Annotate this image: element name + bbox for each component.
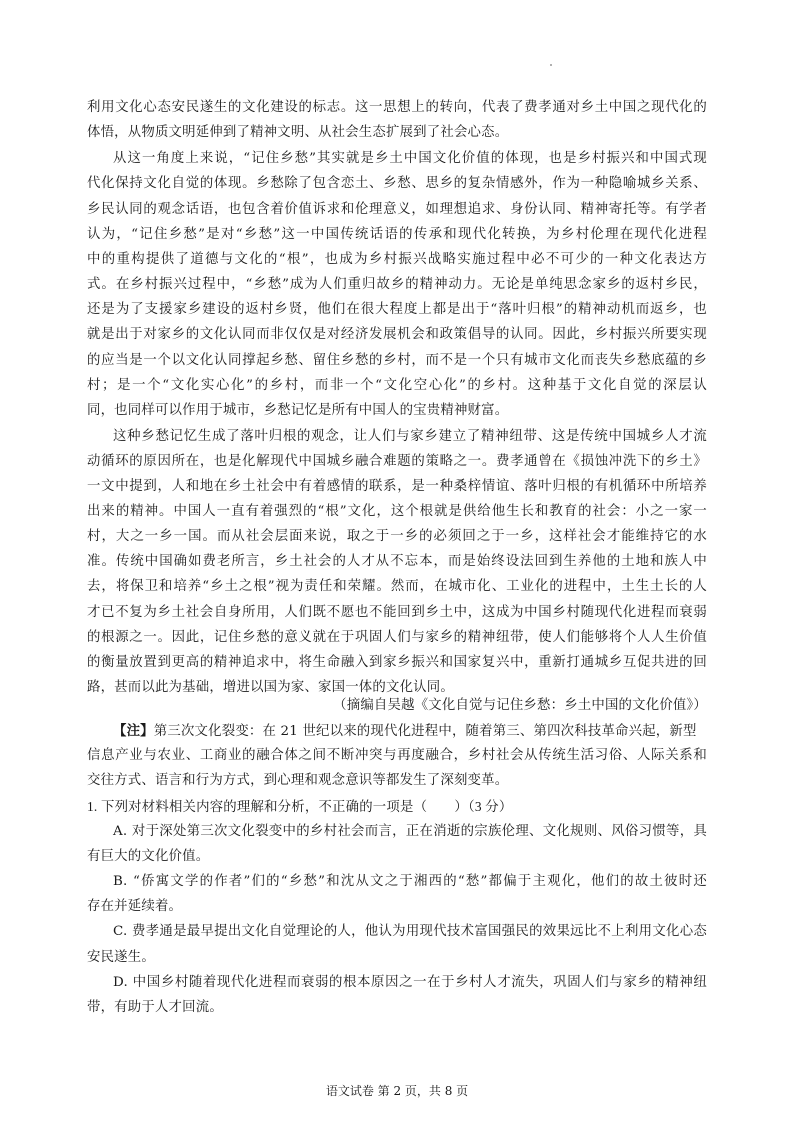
source-citation: （摘编自吴越《文化自觉与记住乡愁：乡土中国的文化价值》） [333,698,707,713]
paragraph-line: 代化保持文化自觉的体现。乡愁除了包含恋土、乡愁、思乡的复杂情感外，作为一种隐喻城乡关系、 [87,176,707,191]
option-a-line: 有巨大的文化价值。 [87,849,210,864]
paragraph-line: 还是为了支援家乡建设的返村乡贤，他们在很大程度上都是出于“落叶归根”的精神动机而返乡，也 [87,302,707,317]
paragraph-line: 体悟，从物质文明延伸到了精神文明、从社会生态扩展到了社会心态。 [87,125,509,140]
option-d-line: 带，有助于人才回流。 [87,1000,223,1015]
paragraph-line: 这种乡愁记忆生成了落叶归根的观念，让人们与家乡建立了精神纽带、这是传统中国城乡人才流 [113,429,707,444]
paragraph-line: 出来的精神。中国人一直有着强烈的“根”文化，这个根就是供给他生长和教育的社会：小之一家一 [87,504,707,519]
option-b-line: B. “侨寓文学的作者”们的“乡愁”和沈从文之于湘西的“愁”都偏于主观化，他们的故土彼时还 [113,874,707,889]
paragraph-line: 村；是一个“文化实心化”的乡村，而非一个“文化空心化”的乡村。这种基于文化自觉的深层认 [87,378,707,393]
option-d-line: D. 中国乡村随着现代化进程而衰弱的根本原因之一在于乡村人才流失，巩固人们与家乡的精神纽 [113,975,707,990]
question-stem: 1. 下列对材料相关内容的理解和分析，不正确的一项是（ ）（3 分） [87,799,513,814]
paragraph-line: 同，也同样可以作用于城市，乡愁记忆是所有中国人的宝贵精神财富。 [87,403,509,418]
option-c-line: C. 费孝通是最早提出文化自觉理论的人，他认为用现代技术富国强民的效果远比不上利用文化心态 [113,924,707,939]
note-line: 信息产业与农业、工商业的融合体之间不断冲突与再度融合，乡村社会从传统生活习俗、人际关系和 [87,748,707,763]
paragraph-line: 去，将保卫和培养“乡土之根”视为责任和荣耀。然而，在城市化、工业化的进程中，土生土长的人 [87,579,707,594]
paragraph-line: 中的重构提供了道德与文化的“根”，也成为乡村振兴战略实施过程中必不可少的一种文化表达方 [87,252,707,267]
paragraph-line: 式。在乡村振兴过程中，“乡愁”成为人们重归故乡的精神动力。无论是单纯思念家乡的返村乡民， [87,277,707,292]
scan-speck [550,64,552,66]
paragraph-line: 就是出于对家乡的文化认同而非仅仅是对经济发展机会和政策倡导的认同。因此，乡村振兴所要实现 [87,327,707,342]
note-text: 第三次文化裂变：在 21 世纪以来的现代化进程中，随着第三、第四次科技革命兴起，新型 [153,724,697,739]
option-a-line: A. 对于深处第三次文化裂变中的乡村社会而言，正在消逝的宗族伦理、文化规则、风俗习惯等，具 [113,824,707,839]
paragraph-line: 的衡量放置到更高的精神追求中，将生命融入到家乡振兴和国家复兴中，重新打通城乡互促共进的回 [87,655,707,670]
option-c-line: 安民遂生。 [87,950,155,965]
paragraph-line: 乡民认同的观念话语，也包含着价值诉求和伦理意义，如理想追求、身份认同、精神寄托等。有学者 [87,202,707,217]
paragraph-line: 路，甚而以此为基础，增进以国为家、家国一体的文化认同。 [87,680,454,695]
paragraph-line: 村，大之一乡一国。而从社会层面来说，取之于一乡的必须回之于一乡，这样社会才能维持它的水 [87,529,707,544]
paragraph-line: 准。传统中国确如费老所言，乡土社会的人才从不忘本，而是始终设法回到生养他的土地和族人中 [87,554,707,569]
note-label: 【注】 [113,723,154,739]
paragraph-line: 的应当是一个以文化认同撑起乡愁、留住乡愁的乡村，而不是一个只有城市文化而丧失乡愁底蕴的乡 [87,353,707,368]
paragraph-line: 认为，“记住乡愁”是对“乡愁”这一中国传统话语的传承和现代化转换，为乡村伦理在现代化进程 [87,227,707,242]
paragraph-line: 利用文化心态安民遂生的文化建设的标志。这一思想上的转向，代表了费孝通对乡土中国之现代化的 [87,100,707,115]
page-footer: 语文试卷 第 2 页，共 8 页 [325,1084,469,1098]
paragraph-line: 一文中提到，人和地在乡土社会中有着感情的联系，是一种桑梓情谊、落叶归根的有机循环中所培养 [87,479,707,494]
paragraph-line: 才已不复为乡土社会自身所用，人们既不愿也不能回到乡土中，这成为中国乡村随现代化进程而衰弱 [87,605,707,620]
note-line [113,722,707,741]
note-line: 交往方式、语言和行为方式，到心理和观念意识等都发生了深刻变革。 [87,773,509,788]
paragraph-line: 从这一角度上来说，“记住乡愁”其实就是乡土中国文化价值的体现，也是乡村振兴和中国式现 [113,151,707,166]
option-b-line: 存在并延续着。 [87,899,183,914]
paragraph-line: 的根源之一。因此，记住乡愁的意义就在于巩固人们与家乡的精神纽带，使人们能够将个人人生价值 [87,630,707,645]
paragraph-line: 动循环的原因所在，也是化解现代中国城乡融合难题的策略之一。费孝通曾在《损蚀冲洗下的乡土》 [87,454,707,469]
